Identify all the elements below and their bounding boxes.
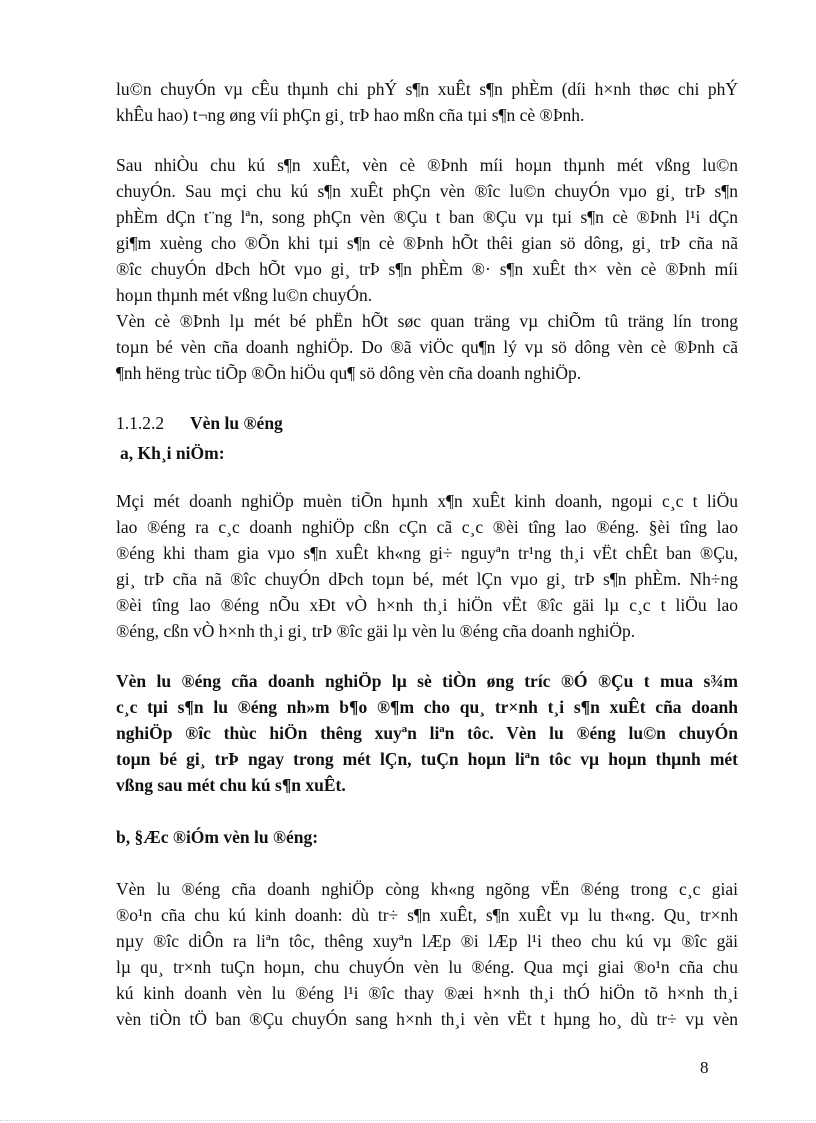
page-number: 8 xyxy=(700,1058,709,1077)
paragraph-working-capital-definition xyxy=(116,668,738,798)
section-number: 1.1.2.2 xyxy=(116,413,165,433)
text-line: phÈm dÇn t¨ng lªn, song phÇn vèn ®Çu t ban ®Çu vµ tµi s¶n cè ®Þnh l¹i dÇn xyxy=(116,207,738,227)
text-line: hoµn thµnh mét vßng lu©n chuyÓn. xyxy=(116,285,373,305)
paragraph-fixed-capital-circulation xyxy=(116,76,738,128)
paragraph-working-capital-characteristics xyxy=(116,876,738,1032)
text-line: Mçi mét doanh nghiÖp muèn tiÕn hµnh x¶n xuÊt kinh doanh, ngoµi c¸c t liÖu xyxy=(116,491,738,511)
text-line: vßng sau mét chu kú s¶n xuÊt. xyxy=(116,775,346,795)
text-line: toµn bé gi¸ trÞ ngay trong mét lÇn, tuÇn hoµn liªn tôc vµ hoµn thµnh mét xyxy=(116,749,738,769)
paragraph-fixed-capital-importance xyxy=(116,308,738,386)
text-line: ®èi tîng lao ®éng nÕu xÐt vÒ h×nh th¸i hiÖn vËt ®îc gäi lµ c¸c t liÖu lao xyxy=(116,595,738,615)
text-line: kú kinh doanh vèn lu ®éng l¹i ®îc thay ®æi h×nh th¸i thÓ hiÖn tõ h×nh th¸i xyxy=(116,983,738,1003)
text-line: Vèn cè ®Þnh lµ mét bé phËn hÕt søc quan träng vµ chiÕm tû träng lín trong xyxy=(116,311,738,331)
paragraph-production-cycles xyxy=(116,152,738,308)
text-line: c¸c tµi s¶n lu ®éng nh»m b¶o ®¶m cho qu¸ tr×nh t¸i s¶n xuÊt cña doanh xyxy=(116,697,738,717)
text-line: nµy ®îc diÔn ra liªn tôc, thêng xuyªn lÆp ®i lÆp l¹i theo chu kú vµ ®îc gäi xyxy=(116,931,738,951)
text-line: ®îc chuyÓn dÞch hÕt vµo gi¸ trÞ s¶n phÈm ®· s¶n xuÊt th× vèn cè ®Þnh míi xyxy=(116,259,738,279)
text-line: lao ®éng ra c¸c doanh nghiÖp cßn cÇn cã c¸c ®èi tîng lao ®éng. §èi tîng lao xyxy=(116,517,738,537)
section-heading xyxy=(116,410,738,436)
text-line: vèn tiÒn tÖ ban ®Çu chuyÓn sang h×nh th¸i vèn vËt t hµng ho¸ dù tr÷ vµ vèn xyxy=(116,1009,738,1029)
text-line: ®éng, cßn vÒ h×nh th¸i gi¸ trÞ ®îc gäi lµ vèn lu ®éng cña doanh nghiÖp. xyxy=(116,621,636,641)
text-line: Vèn lu ®éng cña doanh nghiÖp lµ sè tiÒn øng tríc ®Ó ®Çu t mua s¾m xyxy=(116,671,738,691)
subheading-text: a, Kh¸i niÖm: xyxy=(120,443,225,463)
paragraph-working-capital-concept xyxy=(116,488,738,644)
text-line: Vèn lu ®éng cña doanh nghiÖp còng kh«ng ngõng vËn ®éng trong c¸c giai xyxy=(116,879,738,899)
text-line: lµ qu¸ tr×nh tuÇn hoµn, chu chuyÓn vèn lu ®éng. Qua mçi giai ®o¹n cña chu xyxy=(116,957,738,977)
section-title: Vèn lu ®éng xyxy=(190,413,283,433)
text-line: ¶nh hëng trùc tiÕp ®Õn hiÖu qu¶ sö dông vèn cña doanh nghiÖp. xyxy=(116,363,582,383)
text-line: toµn bé vèn cña doanh nghiÖp. Do ®ã viÖc qu¶n lý vµ sö dông vèn cè ®Þnh cã xyxy=(116,337,738,357)
text-line: ®o¹n cña chu kú kinh doanh: dù tr÷ s¶n xuÊt, s¶n xuÊt vµ lu th«ng. Qu¸ tr×nh xyxy=(116,905,738,925)
subheading-text: b, §Æc ®iÓm vèn lu ®éng: xyxy=(116,827,319,847)
text-line: ®éng khi tham gia vµo s¶n xuÊt kh«ng gi÷ nguyªn tr¹ng th¸i vËt chÊt ban ®Çu, xyxy=(116,543,738,563)
subheading-characteristics xyxy=(116,824,738,850)
text-line: Sau nhiÒu chu kú s¶n xuÊt, vèn cè ®Þnh míi hoµn thµnh mét vßng lu©n xyxy=(116,155,738,175)
text-line: khÊu hao) t¬ng øng víi phÇn gi¸ trÞ hao mßn cña tµi s¶n cè ®Þnh. xyxy=(116,105,585,125)
subheading-concept xyxy=(120,440,742,466)
text-line: lu©n chuyÓn vµ cÊu thµnh chi phÝ s¶n xuÊt s¶n phÈm (díi h×nh thøc chi phÝ xyxy=(116,79,738,99)
text-line: gi¸ trÞ cña nã ®îc chuyÓn dÞch toµn bé, mét lÇn vµo gi¸ trÞ s¶n phÈm. Nh÷ng xyxy=(116,569,738,589)
footer-divider xyxy=(0,1120,816,1121)
text-line: nghiÖp ®îc thùc hiÖn thêng xuyªn liªn tôc. Vèn lu ®éng lu©n chuyÓn xyxy=(116,723,738,743)
text-line: gi¶m xuèng cho ®Õn khi tµi s¶n cè ®Þnh hÕt thêi gian sö dông, gi¸ trÞ cña nã xyxy=(116,233,738,253)
text-line: chuyÓn. Sau mçi chu kú s¶n xuÊt phÇn vèn ®îc lu©n chuyÓn vµo gi¸ trÞ s¶n xyxy=(116,181,738,201)
